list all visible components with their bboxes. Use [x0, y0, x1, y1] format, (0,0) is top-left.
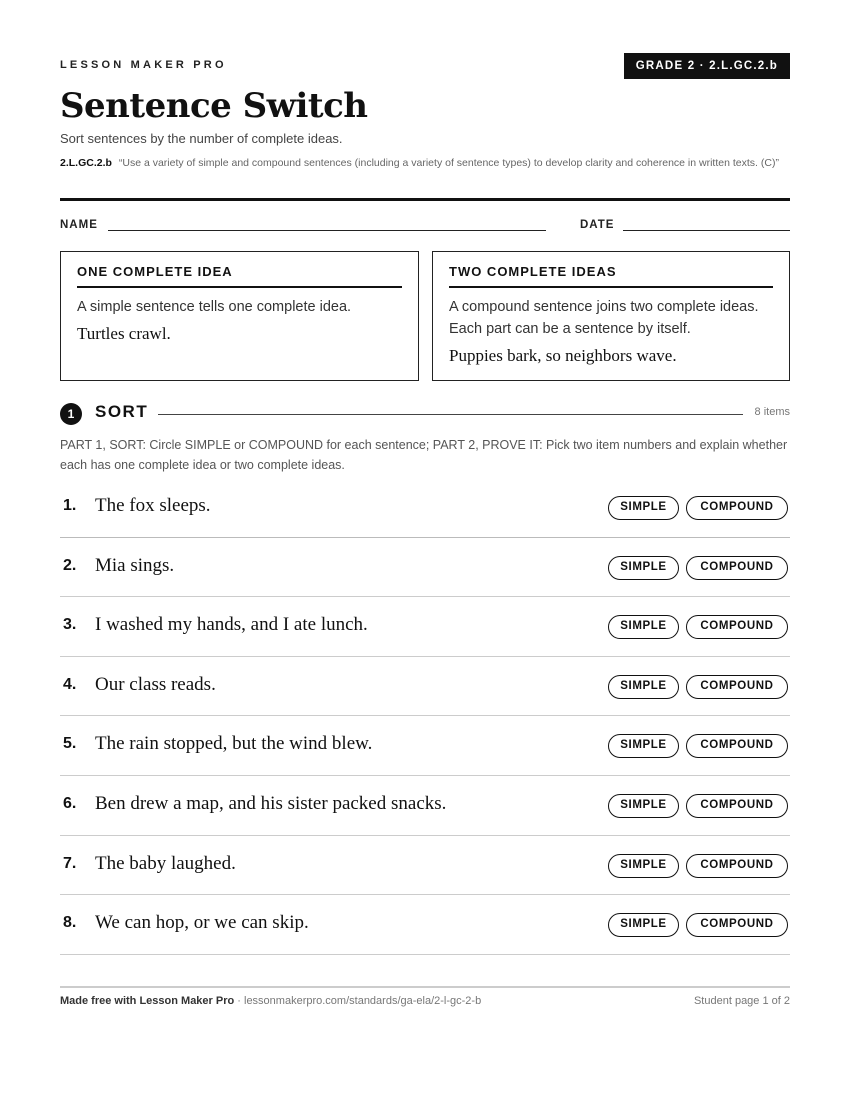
footer — [60, 995, 790, 1007]
compound-option[interactable]: COMPOUND — [686, 913, 788, 937]
item-sentence: The fox sleeps. — [95, 495, 211, 516]
footer-credit: Made free with Lesson Maker Pro — [60, 995, 235, 1007]
definition-box-compound — [432, 251, 790, 381]
list-item — [60, 597, 790, 657]
date-field[interactable] — [623, 230, 790, 231]
name-date-row — [60, 219, 790, 237]
item-number: 3. — [63, 616, 77, 634]
item-list — [60, 478, 790, 955]
item-sentence: The rain stopped, but the wind blew. — [95, 733, 373, 755]
item-number: 7. — [63, 854, 77, 872]
footer-divider — [60, 986, 790, 988]
definition-text: A compound sentence joins two complete ideas. Each part can be a sentence by itself. — [449, 299, 759, 337]
section-number-badge: 1 — [60, 403, 82, 425]
simple-option[interactable]: SIMPLE — [608, 794, 679, 818]
definition-example: Puppies bark, so neighbors wave. — [449, 346, 677, 365]
list-item — [60, 895, 790, 955]
definition-heading: ONE COMPLETE IDEA — [77, 264, 402, 288]
simple-option[interactable]: SIMPLE — [608, 675, 679, 699]
name-label: NAME — [60, 219, 98, 231]
section-title: SORT — [95, 402, 149, 421]
item-number: 5. — [63, 735, 77, 753]
footer-url[interactable]: · lessonmakerpro.com/standards/ga-ela/2-l-gc-2-b — [234, 995, 482, 1007]
name-field[interactable] — [108, 230, 546, 231]
item-number: 6. — [63, 794, 77, 812]
item-number: 2. — [63, 556, 77, 574]
item-sentence: Ben drew a map, and his sister packed snacks. — [95, 792, 447, 814]
definition-heading: TWO COMPLETE IDEAS — [449, 264, 773, 288]
list-item — [60, 657, 790, 717]
header-divider — [60, 198, 790, 201]
list-item — [60, 716, 790, 776]
date-label: DATE — [580, 219, 615, 231]
item-sentence: We can hop, or we can skip. — [95, 912, 309, 934]
item-number: 1. — [63, 497, 77, 514]
compound-option[interactable]: COMPOUND — [686, 734, 788, 758]
standard-text: “Use a variety of simple and compound sentences (including a variety of sentence types) to develop clarity and coherence in written texts. (C)” — [118, 157, 779, 169]
page-title: Sentence Switch — [60, 86, 368, 126]
standard-description — [60, 155, 790, 171]
grade-badge: GRADE 2 · 2.L.GC.2.b — [624, 53, 790, 79]
simple-option[interactable]: SIMPLE — [608, 734, 679, 758]
compound-option[interactable]: COMPOUND — [686, 794, 788, 818]
definition-example: Turtles crawl. — [77, 324, 171, 343]
simple-option[interactable]: SIMPLE — [608, 913, 679, 937]
item-sentence: I washed my hands, and I ate lunch. — [95, 614, 368, 636]
simple-option[interactable]: SIMPLE — [608, 854, 679, 878]
item-count: 8 items — [754, 406, 790, 418]
simple-option[interactable]: SIMPLE — [608, 496, 679, 520]
compound-option[interactable]: COMPOUND — [686, 556, 788, 580]
simple-option[interactable]: SIMPLE — [608, 615, 679, 639]
list-item — [60, 776, 790, 836]
list-item — [60, 478, 790, 538]
brand-name: LESSON MAKER PRO — [60, 59, 227, 71]
compound-option[interactable]: COMPOUND — [686, 675, 788, 699]
item-sentence: Mia sings. — [95, 554, 175, 576]
page-subtitle: Sort sentences by the number of complete ideas. — [60, 131, 343, 146]
definition-text: A simple sentence tells one complete idea. — [77, 299, 352, 315]
compound-option[interactable]: COMPOUND — [686, 854, 788, 878]
list-item — [60, 836, 790, 896]
section-header-sort — [60, 402, 790, 424]
item-sentence: Our class reads. — [95, 673, 216, 695]
list-item — [60, 538, 790, 598]
simple-option[interactable]: SIMPLE — [608, 556, 679, 580]
item-number: 4. — [63, 675, 77, 693]
compound-option[interactable]: COMPOUND — [686, 496, 788, 520]
standard-code: 2.L.GC.2.b — [60, 157, 112, 169]
compound-option[interactable]: COMPOUND — [686, 615, 788, 639]
item-number: 8. — [63, 914, 77, 932]
top-bar — [60, 53, 790, 79]
page-number: Student page 1 of 2 — [693, 995, 790, 1007]
instructions: PART 1, SORT: Circle SIMPLE or COMPOUND for each sentence; PART 2, PROVE IT: Pick two item numbers and explain whether each has one complete idea or two complete ideas. — [60, 438, 788, 472]
section-divider — [158, 414, 743, 415]
definition-box-simple — [60, 251, 419, 381]
item-sentence: The baby laughed. — [95, 852, 236, 874]
